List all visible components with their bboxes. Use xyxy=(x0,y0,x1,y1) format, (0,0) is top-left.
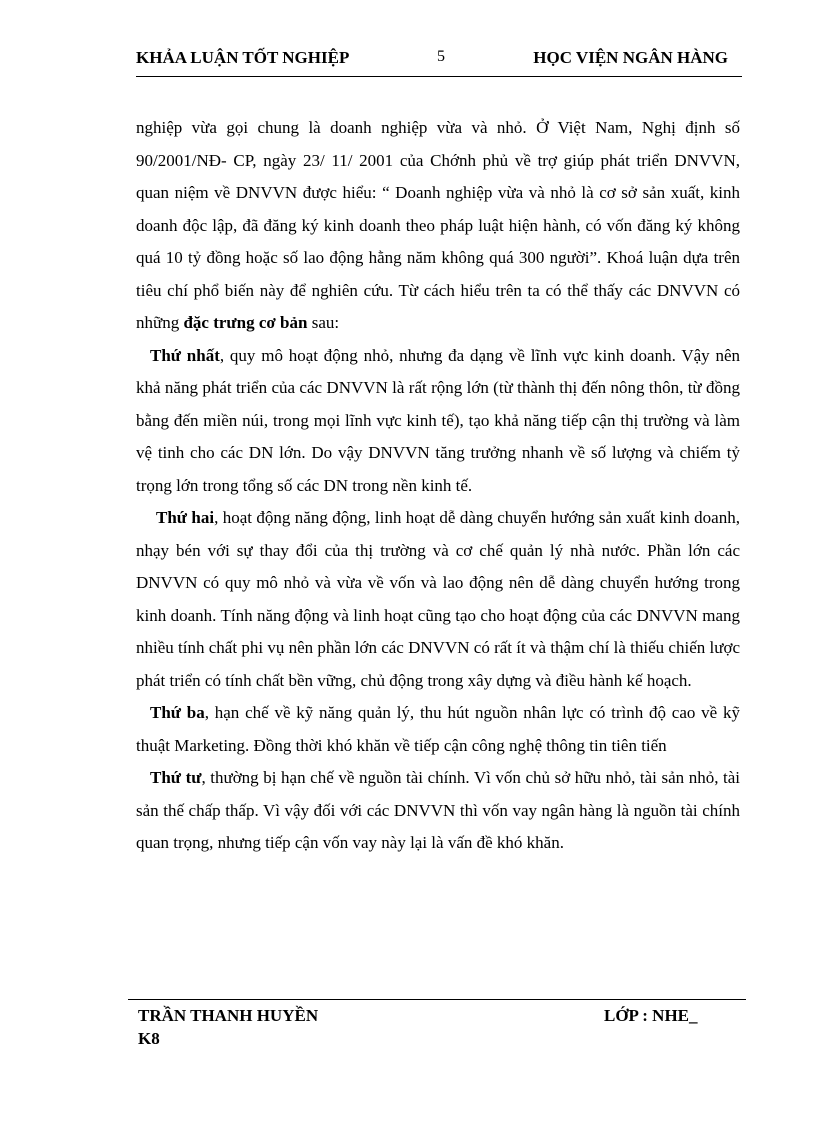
page-number: 5 xyxy=(437,48,445,65)
paragraph-fourth-title: Thứ tư xyxy=(150,768,202,787)
footer-class-code: K8 xyxy=(138,1029,160,1048)
paragraph-third-title: Thứ ba xyxy=(150,703,205,722)
header-institution: HỌC VIỆN NGÂN HÀNG xyxy=(533,48,728,67)
paragraph-second-text: , hoạt động năng động, linh hoạt dễ dàng chuyển hướng sản xuất kinh doanh, nhạy bén với sự thay đổi của thị trường và cơ chế quản lý nhà nước. Phần lớn các DNVVN có quy mô nhỏ và vừa về vốn và lao động nên dễ dàng chuyển hướng trong kinh doanh. Tính năng động và linh hoạt cũng tạo cho hoạt động của các DNVVN mang nhiều tính chất phi vụ nên phần lớn các DNVVN có rất ít và thậm chí là thiếu chiến lược phát triển có tính chất bền vững, chủ động trong xây dựng và điều hành kế hoạch. xyxy=(136,508,740,690)
paragraph-first xyxy=(136,340,740,503)
intro-text: nghiệp vừa gọi chung là doanh nghiệp vừa và nhỏ. Ở Việt Nam, Nghị định số 90/2001/NĐ- CP, ngày 23/ 11/ 2001 của Chớnh phủ về trợ giúp phát triển DNVVN, quan niệm về DNVVN được hiểu: “ Doanh nghiệp vừa và nhỏ là cơ sở sản xuất, kinh doanh độc lập, đã đăng ký kinh doanh theo pháp luật hiện hành, có vốn đăng ký không quá 10 tỷ đồng hoặc số lao động hằng năm không quá 300 người”. Khoá luận dựa trên tiêu chí phổ biến này để nghiên cứu. Từ cách hiểu trên ta có thể thấy các DNVVN có những xyxy=(136,118,740,332)
document-body xyxy=(136,112,740,860)
paragraph-second-title: Thứ hai xyxy=(156,508,215,527)
footer-divider xyxy=(128,999,746,1000)
paragraph-second xyxy=(136,502,740,697)
paragraph-third xyxy=(136,697,740,762)
intro-tail: sau: xyxy=(307,313,340,332)
header-thesis-title: KHẢA LUẬN TỐT NGHIỆP xyxy=(136,48,350,67)
page-header xyxy=(136,48,742,74)
paragraph-fourth xyxy=(136,762,740,860)
footer-class: LỚP : NHE_ xyxy=(604,1006,698,1025)
header-divider xyxy=(136,76,742,77)
paragraph-first-text: , quy mô hoạt động nhỏ, nhưng đa dạng về lĩnh vực kinh doanh. Vậy nên khả năng phát triển của các DNVVN là rất rộng lớn (từ thành thị đến nông thôn, từ đồng bằng đến miền núi, trong mọi lĩnh vực kinh tế), tạo khả năng tiếp cận thị trường và làm vệ tinh cho các DN lớn. Do vậy DNVVN tăng trưởng nhanh về số lượng và chiếm tỷ trọng lớn trong tổng số các DN trong nền kinh tế. xyxy=(136,345,740,495)
footer-author: TRẦN THANH HUYỀN xyxy=(138,1006,319,1025)
paragraph-fourth-text: , thường bị hạn chế về nguồn tài chính. Vì vốn chủ sở hữu nhỏ, tài sản nhỏ, tài sản thế chấp thấp. Vì vậy đối với các DNVVN thì vốn vay ngân hàng là nguồn tài chính quan trọng, nhưng tiếp cận vốn vay này lại là vấn đề khó khăn. xyxy=(136,768,741,852)
intro-paragraph xyxy=(136,112,740,340)
paragraph-third-text: , hạn chế về kỹ năng quản lý, thu hút nguồn nhân lực có trình độ cao về kỹ thuật Marketing. Đồng thời khó khăn về tiếp cận công nghệ thông tin tiên tiến xyxy=(136,703,740,755)
paragraph-first-title: Thứ nhất xyxy=(150,345,220,365)
intro-emphasis: đặc trưng cơ bản xyxy=(183,313,308,332)
